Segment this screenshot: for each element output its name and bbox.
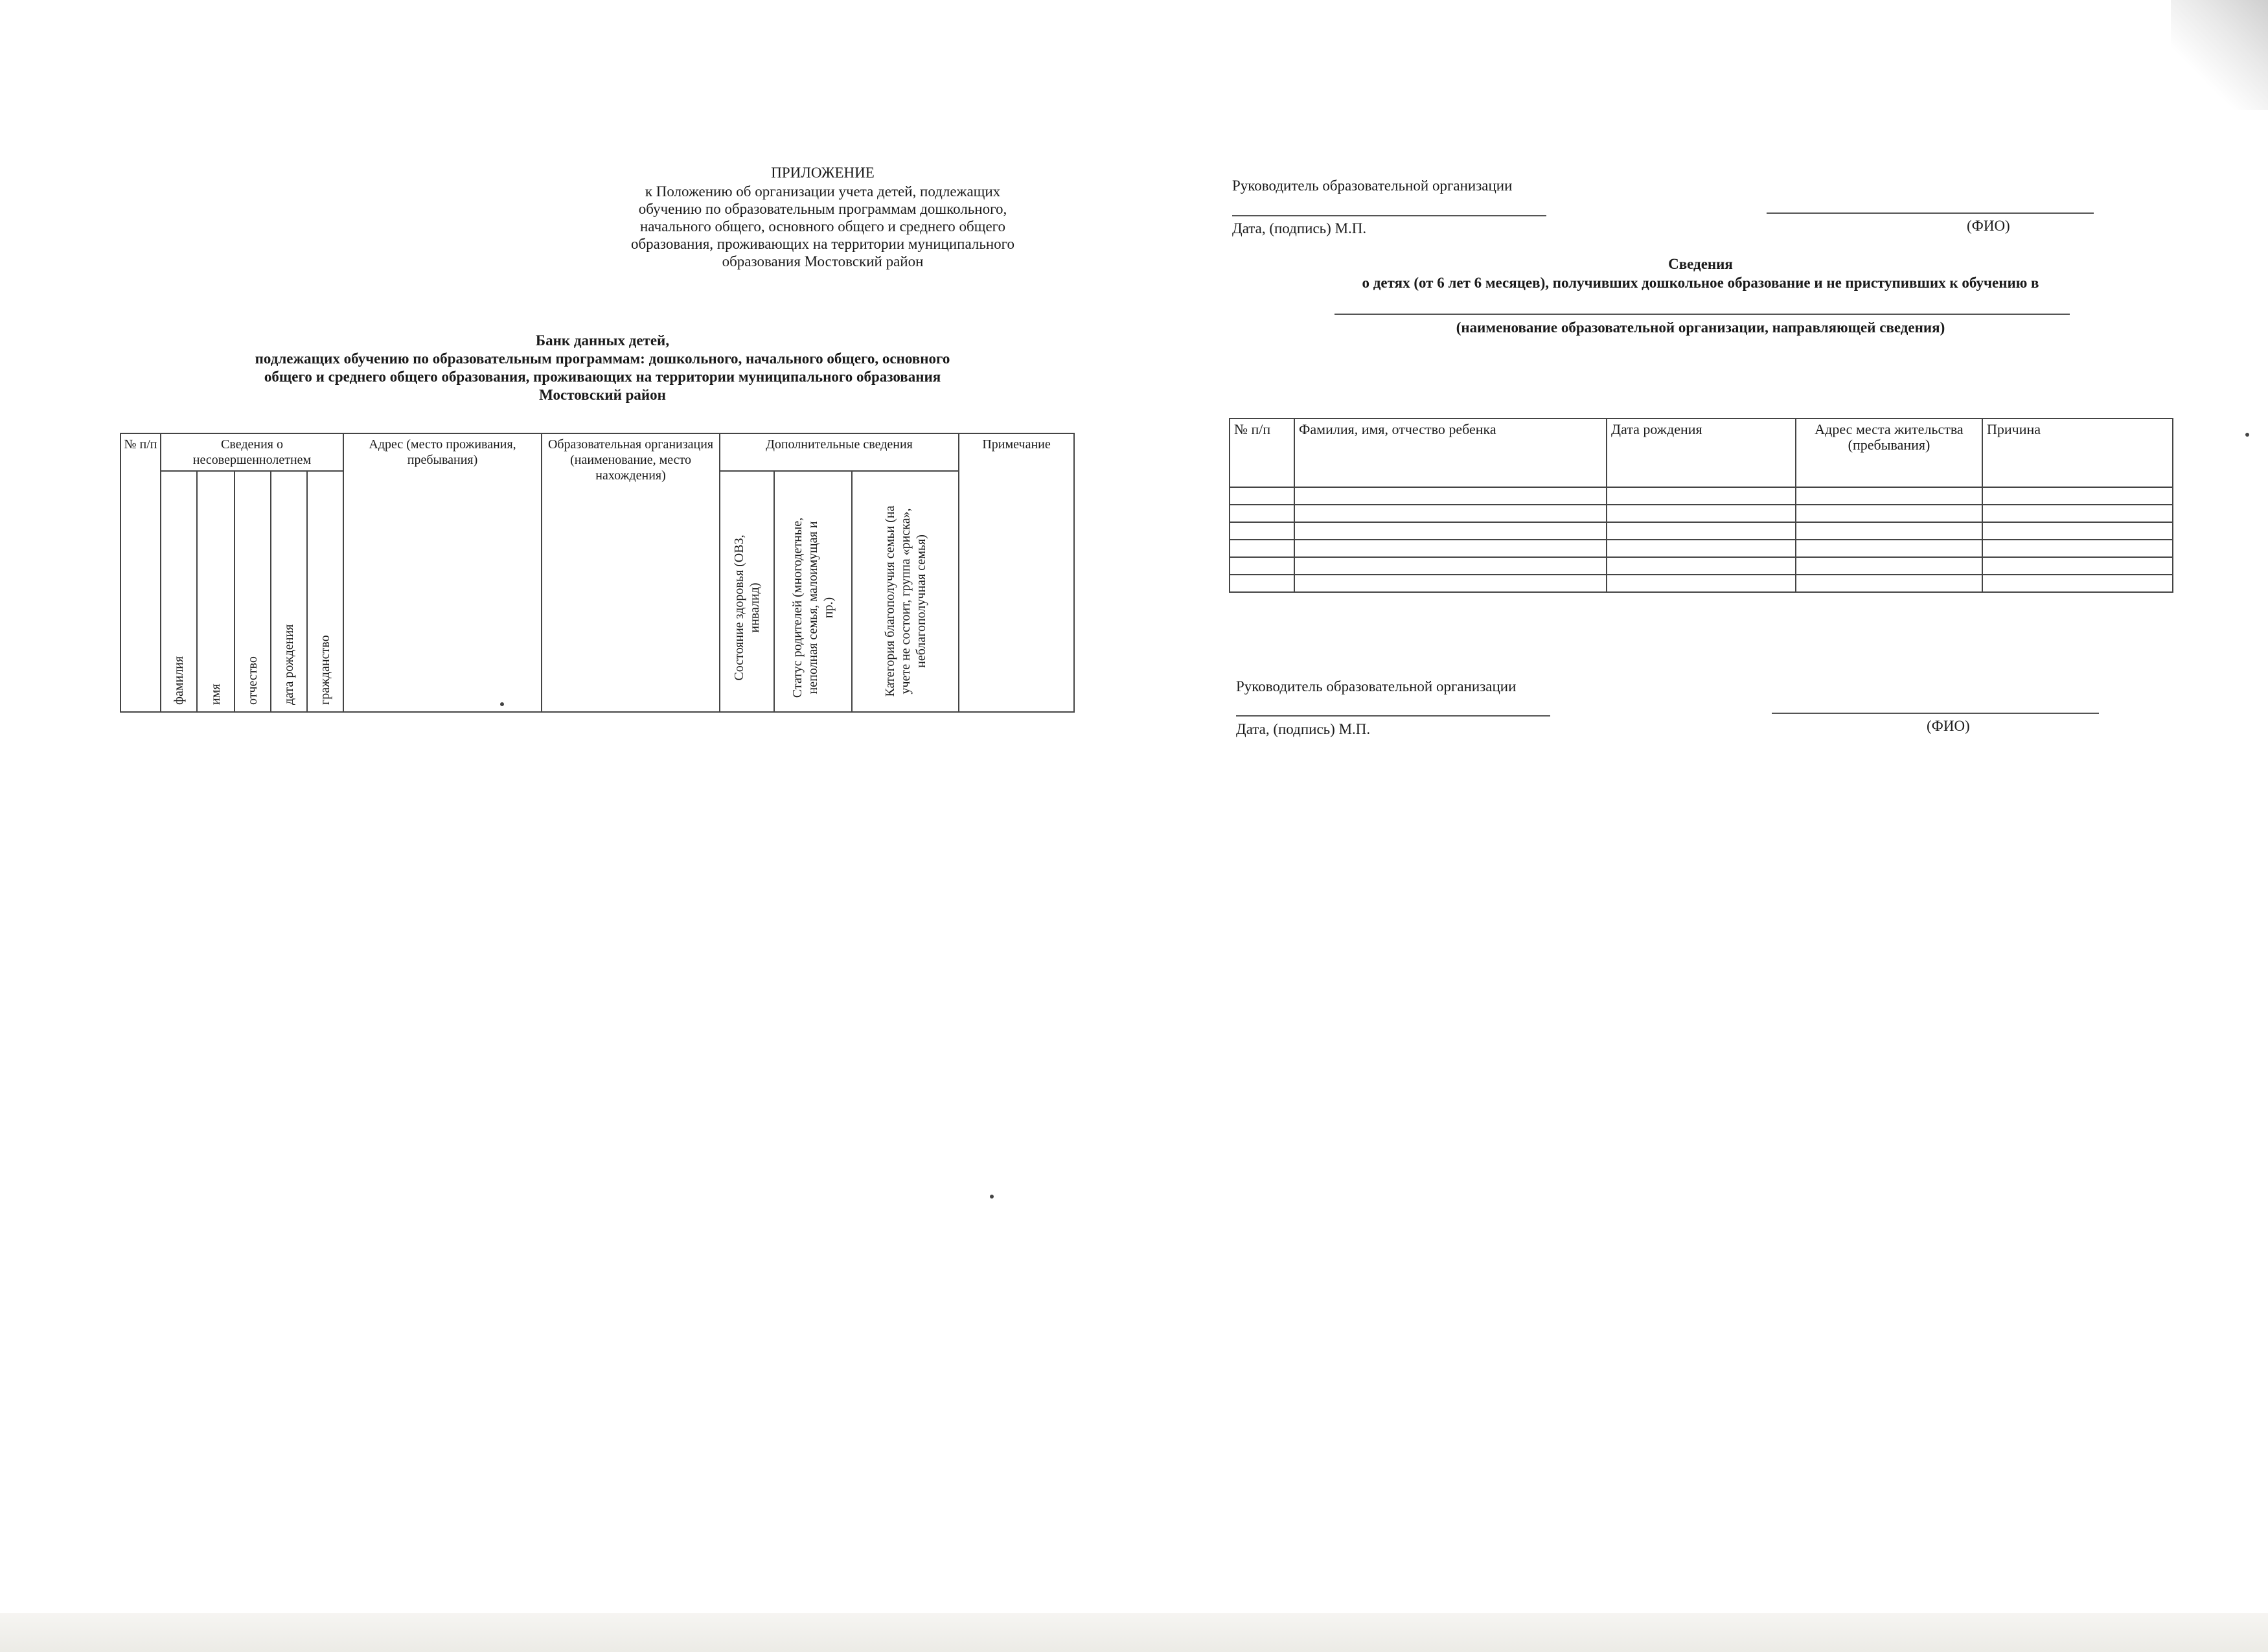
head-label-bottom: Руководитель образовательной организации — [1236, 678, 1517, 694]
table-row — [1230, 487, 2173, 505]
date-label-top: Дата, (подпись) М.П. — [1232, 220, 1367, 236]
appendix-line: к Положению об организации учета детей, подлежащих — [645, 183, 1001, 200]
bank-table — [120, 433, 1075, 713]
subcol-label: дата рождения — [282, 624, 296, 705]
head-label-top: Руководитель образовательной организации — [1232, 178, 1513, 194]
subcol-label: Категория благополучия семьи (на учете не состоит, группа «риска», неблагополучная семья) — [882, 505, 928, 697]
date-label-bottom: Дата, (подпись) М.П. — [1236, 721, 1371, 737]
col-school-header: Образовательная организация (наименование, место нахождения) — [542, 433, 720, 712]
subcol-birthdate — [271, 471, 307, 712]
svedeniya-title: Сведения — [1668, 256, 1733, 272]
subcol-name — [197, 471, 235, 712]
org-caption: (наименование образовательной организации, направляющей сведения) — [1456, 319, 1945, 336]
appendix-line: образования, проживающих на территории муниципального — [630, 236, 1015, 252]
signature-line — [1232, 215, 1546, 216]
bank-header-row — [120, 433, 1074, 471]
col-extra-header: Дополнительные сведения — [720, 433, 959, 471]
bank-title: Банк данных детей, — [535, 332, 670, 349]
subcol-health — [720, 471, 774, 712]
subcol-label: Статус родителей (многодетные, неполная семья, малоимущая и пр.) — [790, 517, 836, 698]
fio-label-top: (ФИО) — [1967, 218, 2010, 234]
col-note-header: Примечание — [959, 433, 1074, 712]
fio-line — [1767, 212, 2094, 214]
col-address: Адрес места жительства (пребывания) — [1796, 419, 1982, 487]
org-name-line — [1334, 314, 2070, 315]
svedeniya-subtitle: о детях (от 6 лет 6 месяцев), получивших дошкольное образование и не приступивших к обучению в — [1362, 275, 2039, 291]
svedeniya-table — [1229, 418, 2173, 593]
col-minor-header: Сведения о несовершеннолетнем — [161, 433, 343, 471]
fio-line — [1772, 713, 2099, 714]
subcol-label: фамилия — [172, 656, 186, 705]
subcol-label: имя — [209, 683, 223, 705]
subcol-citizenship — [307, 471, 343, 712]
scan-speck — [2245, 433, 2249, 437]
appendix-lines — [557, 183, 1088, 270]
svedeniya-heading — [1231, 255, 2170, 292]
bank-line: общего и среднего общего образования, проживающих на территории муниципального образования — [264, 369, 941, 385]
scan-speck — [990, 1195, 994, 1199]
scan-speck — [500, 702, 504, 706]
svedeniya-header-row — [1230, 419, 2173, 487]
table-row — [1230, 575, 2173, 592]
subcol-parents — [774, 471, 852, 712]
col-address-header: Адрес (место проживания, пребывания) — [343, 433, 542, 712]
col-birthdate: Дата рождения — [1607, 419, 1796, 487]
bank-heading — [123, 332, 1082, 404]
page-bottom-edge — [0, 1613, 2268, 1652]
table-row — [1230, 557, 2173, 575]
page-curl — [2171, 0, 2268, 110]
subcol-label: гражданство — [318, 635, 333, 705]
subcol-label: Состояние здоровья (ОВЗ, инвалид) — [732, 534, 762, 681]
col-num-header: № п/п — [120, 433, 161, 712]
table-row — [1230, 505, 2173, 522]
col-fio: Фамилия, имя, отчество ребенка — [1294, 419, 1607, 487]
col-num: № п/п — [1230, 419, 1294, 487]
table-row — [1230, 522, 2173, 540]
signature-line — [1236, 715, 1550, 717]
fio-label-bottom: (ФИО) — [1927, 718, 1970, 734]
subcol-surname — [161, 471, 197, 712]
subcol-label: отчество — [246, 656, 260, 705]
col-reason: Причина — [1982, 419, 2173, 487]
bank-line: подлежащих обучению по образовательным программам: дошкольного, начального общего, основного — [255, 350, 950, 367]
appendix-line: начального общего, основного общего и среднего общего — [639, 218, 1006, 235]
bank-line: Мостовский район — [539, 387, 666, 403]
appendix-title: ПРИЛОЖЕНИЕ — [771, 165, 875, 181]
subcol-patronymic — [235, 471, 271, 712]
subcol-family — [852, 471, 959, 712]
appendix-line: образования Мостовский район — [722, 253, 924, 270]
table-row — [1230, 540, 2173, 557]
appendix-line: обучению по образовательным программам дошкольного, — [638, 201, 1007, 217]
